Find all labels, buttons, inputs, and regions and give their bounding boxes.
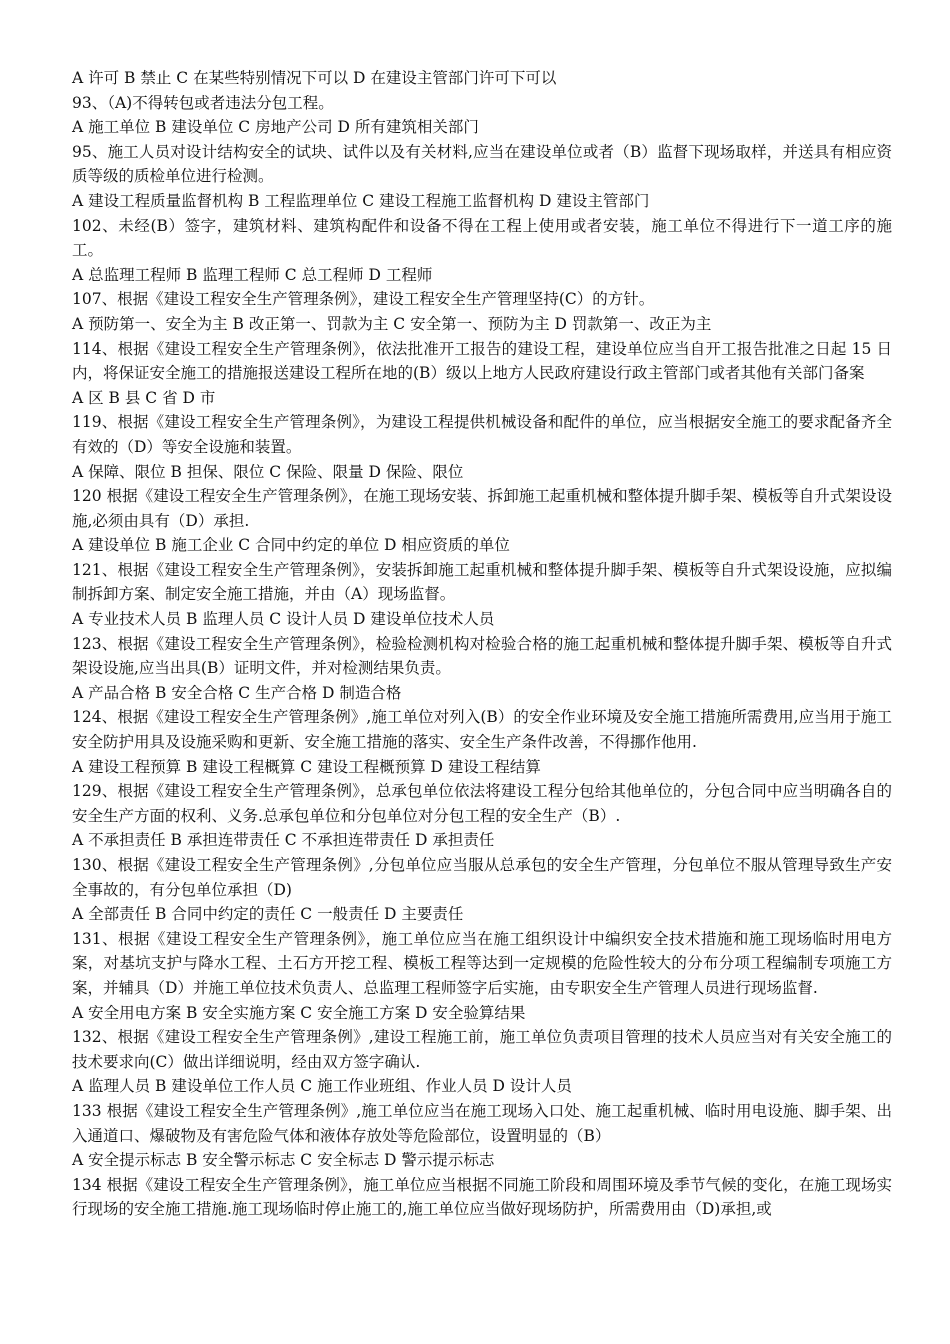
option-line: A 专业技术人员 B 监理人员 C 设计人员 D 建设单位技术人员	[72, 610, 495, 629]
option-line: A 安全提示标志 B 安全警示标志 C 安全标志 D 警示提示标志	[72, 1151, 495, 1170]
question-line: 123、根据《建设工程安全生产管理条例》，检验检测机构对检验合格的施工起重机械和整体提升脚手架、模板等自升式架设设施,应当出具(B）证明文件，并对检测结果负责。	[72, 634, 892, 678]
question-line: 119、根据《建设工程安全生产管理条例》，为建设工程提供机械设备和配件的单位，应当根据安全施工的要求配备齐全有效的（D）等安全设施和装置。	[72, 413, 892, 456]
option-line: A 安全用电方案 B 安全实施方案 C 安全施工方案 D 安全验算结果	[72, 1003, 526, 1022]
option-line: A 不承担责任 B 承担连带责任 C 不承担连带责任 D 承担责任	[72, 831, 495, 850]
option-line: A 预防第一、安全为主 B 改正第一、罚款为主 C 安全第一、预防为主 D 罚款第一、改正为主	[72, 314, 712, 333]
option-line: A 监理人员 B 建设单位工作人员 C 施工作业班组、作业人员 D 设计人员	[72, 1077, 572, 1096]
question-line: 134 根据《建设工程安全生产管理条例》，施工单位应当根据不同施工阶段和周围环境及季节气候的变化，在施工现场实行现场的安全施工措施.施工现场临时停止施工的,施工单位应当做好现场防护，所需费用由（D)承担,或	[72, 1175, 892, 1219]
question-line: 132、根据《建设工程安全生产管理条例》,建设工程施工前，施工单位负责项目管理的技术人员应当对有关安全施工的技术要求向(C）做出详细说明，经由双方签字确认.	[72, 1028, 892, 1071]
question-line: 120 根据《建设工程安全生产管理条例》，在施工现场安装、拆卸施工起重机械和整体提升脚手架、模板等自升式架设设施,必须由具有（D）承担.	[72, 487, 892, 530]
document-body	[72, 66, 892, 1222]
option-line: A 保障、限位 B 担保、限位 C 保险、限量 D 保险、限位	[72, 462, 464, 481]
option-line: A 总监理工程师 B 监理工程师 C 总工程师 D 工程师	[72, 265, 433, 284]
option-line: A 区 B 县 C 省 D 市	[72, 388, 216, 407]
question-line: 133 根据《建设工程安全生产管理条例》,施工单位应当在施工现场入口处、施工起重机械、临时用电设施、脚手架、出入通道口、爆破物及有害危险气体和液体存放处等危险部位，设置明显的（B）	[72, 1101, 892, 1145]
question-line: 107、根据《建设工程安全生产管理条例》，建设工程安全生产管理坚持(C）的方针。	[72, 290, 655, 309]
question-line: 102、未经(B）签字，建筑材料、建筑构配件和设备不得在工程上使用或者安装，施工单位不得进行下一道工序的施工。	[72, 216, 892, 260]
option-line: A 产品合格 B 安全合格 C 生产合格 D 制造合格	[72, 683, 402, 702]
question-line: 131、根据《建设工程安全生产管理条例》，施工单位应当在施工组织设计中编织安全技术措施和施工现场临时用电方案，对基坑支护与降水工程、土石方开挖工程、模板工程等达到一定规模的危险性较大的分布分项工程编制专项施工方案，并辅具（D）并施工单位技术负责人、总监理工程师签字后实施，由专职安全生产管理人员进行现场监督.	[72, 929, 892, 997]
option-line: A 全部责任 B 合同中约定的责任 C 一般责任 D 主要责任	[72, 905, 464, 924]
option-line: A 施工单位 B 建设单位 C 房地产公司 D 所有建筑相关部门	[72, 118, 479, 137]
option-line: A 许可 B 禁止 C 在某些特别情况下可以 D 在建设主管部门许可下可以	[72, 69, 557, 87]
question-line: 129、根据《建设工程安全生产管理条例》，总承包单位依法将建设工程分包给其他单位的，分包合同中应当明确各自的安全生产方面的权利、义务.总承包单位和分包单位对分包工程的安全生产（B）.	[72, 782, 892, 825]
question-line: 95、施工人员对设计结构安全的试块、试件以及有关材料,应当在建设单位或者（B）监督下现场取样，并送具有相应资质等级的质检单位进行检测。	[72, 142, 892, 186]
question-line: 121、根据《建设工程安全生产管理条例》，安装拆卸施工起重机械和整体提升脚手架、模板等自升式架设设施，应拟编制拆卸方案、制定安全施工措施，并由（A）现场监督。	[72, 560, 892, 604]
question-line: 124、根据《建设工程安全生产管理条例》,施工单位对列入(B）的安全作业环境及安全施工措施所需费用,应当用于施工安全防护用具及设施采购和更新、安全施工措施的落实、安全生产条件改善，不得挪作他用.	[72, 708, 892, 752]
option-line: A 建设单位 B 施工企业 C 合同中约定的单位 D 相应资质的单位	[72, 536, 510, 555]
option-line: A 建设工程预算 B 建设工程概算 C 建设工程概预算 D 建设工程结算	[72, 757, 541, 776]
question-line: 93、（A)不得转包或者违法分包工程。	[72, 93, 334, 112]
option-line: A 建设工程质量监督机构 B 工程监理单位 C 建设工程施工监督机构 D 建设主管部门	[72, 191, 650, 210]
question-line: 130、根据《建设工程安全生产管理条例》,分包单位应当服从总承包的安全生产管理，分包单位不服从管理导致生产安全事故的，有分包单位承担（D)	[72, 856, 892, 899]
question-line: 114、根据《建设工程安全生产管理条例》，依法批准开工报告的建设工程，建设单位应当自开工报告批准之日起 15 日内，将保证安全施工的措施报送建设工程所在地的(B）级以上地方人民政府建设行政主管部门或者其他有关部门备案	[72, 339, 892, 383]
